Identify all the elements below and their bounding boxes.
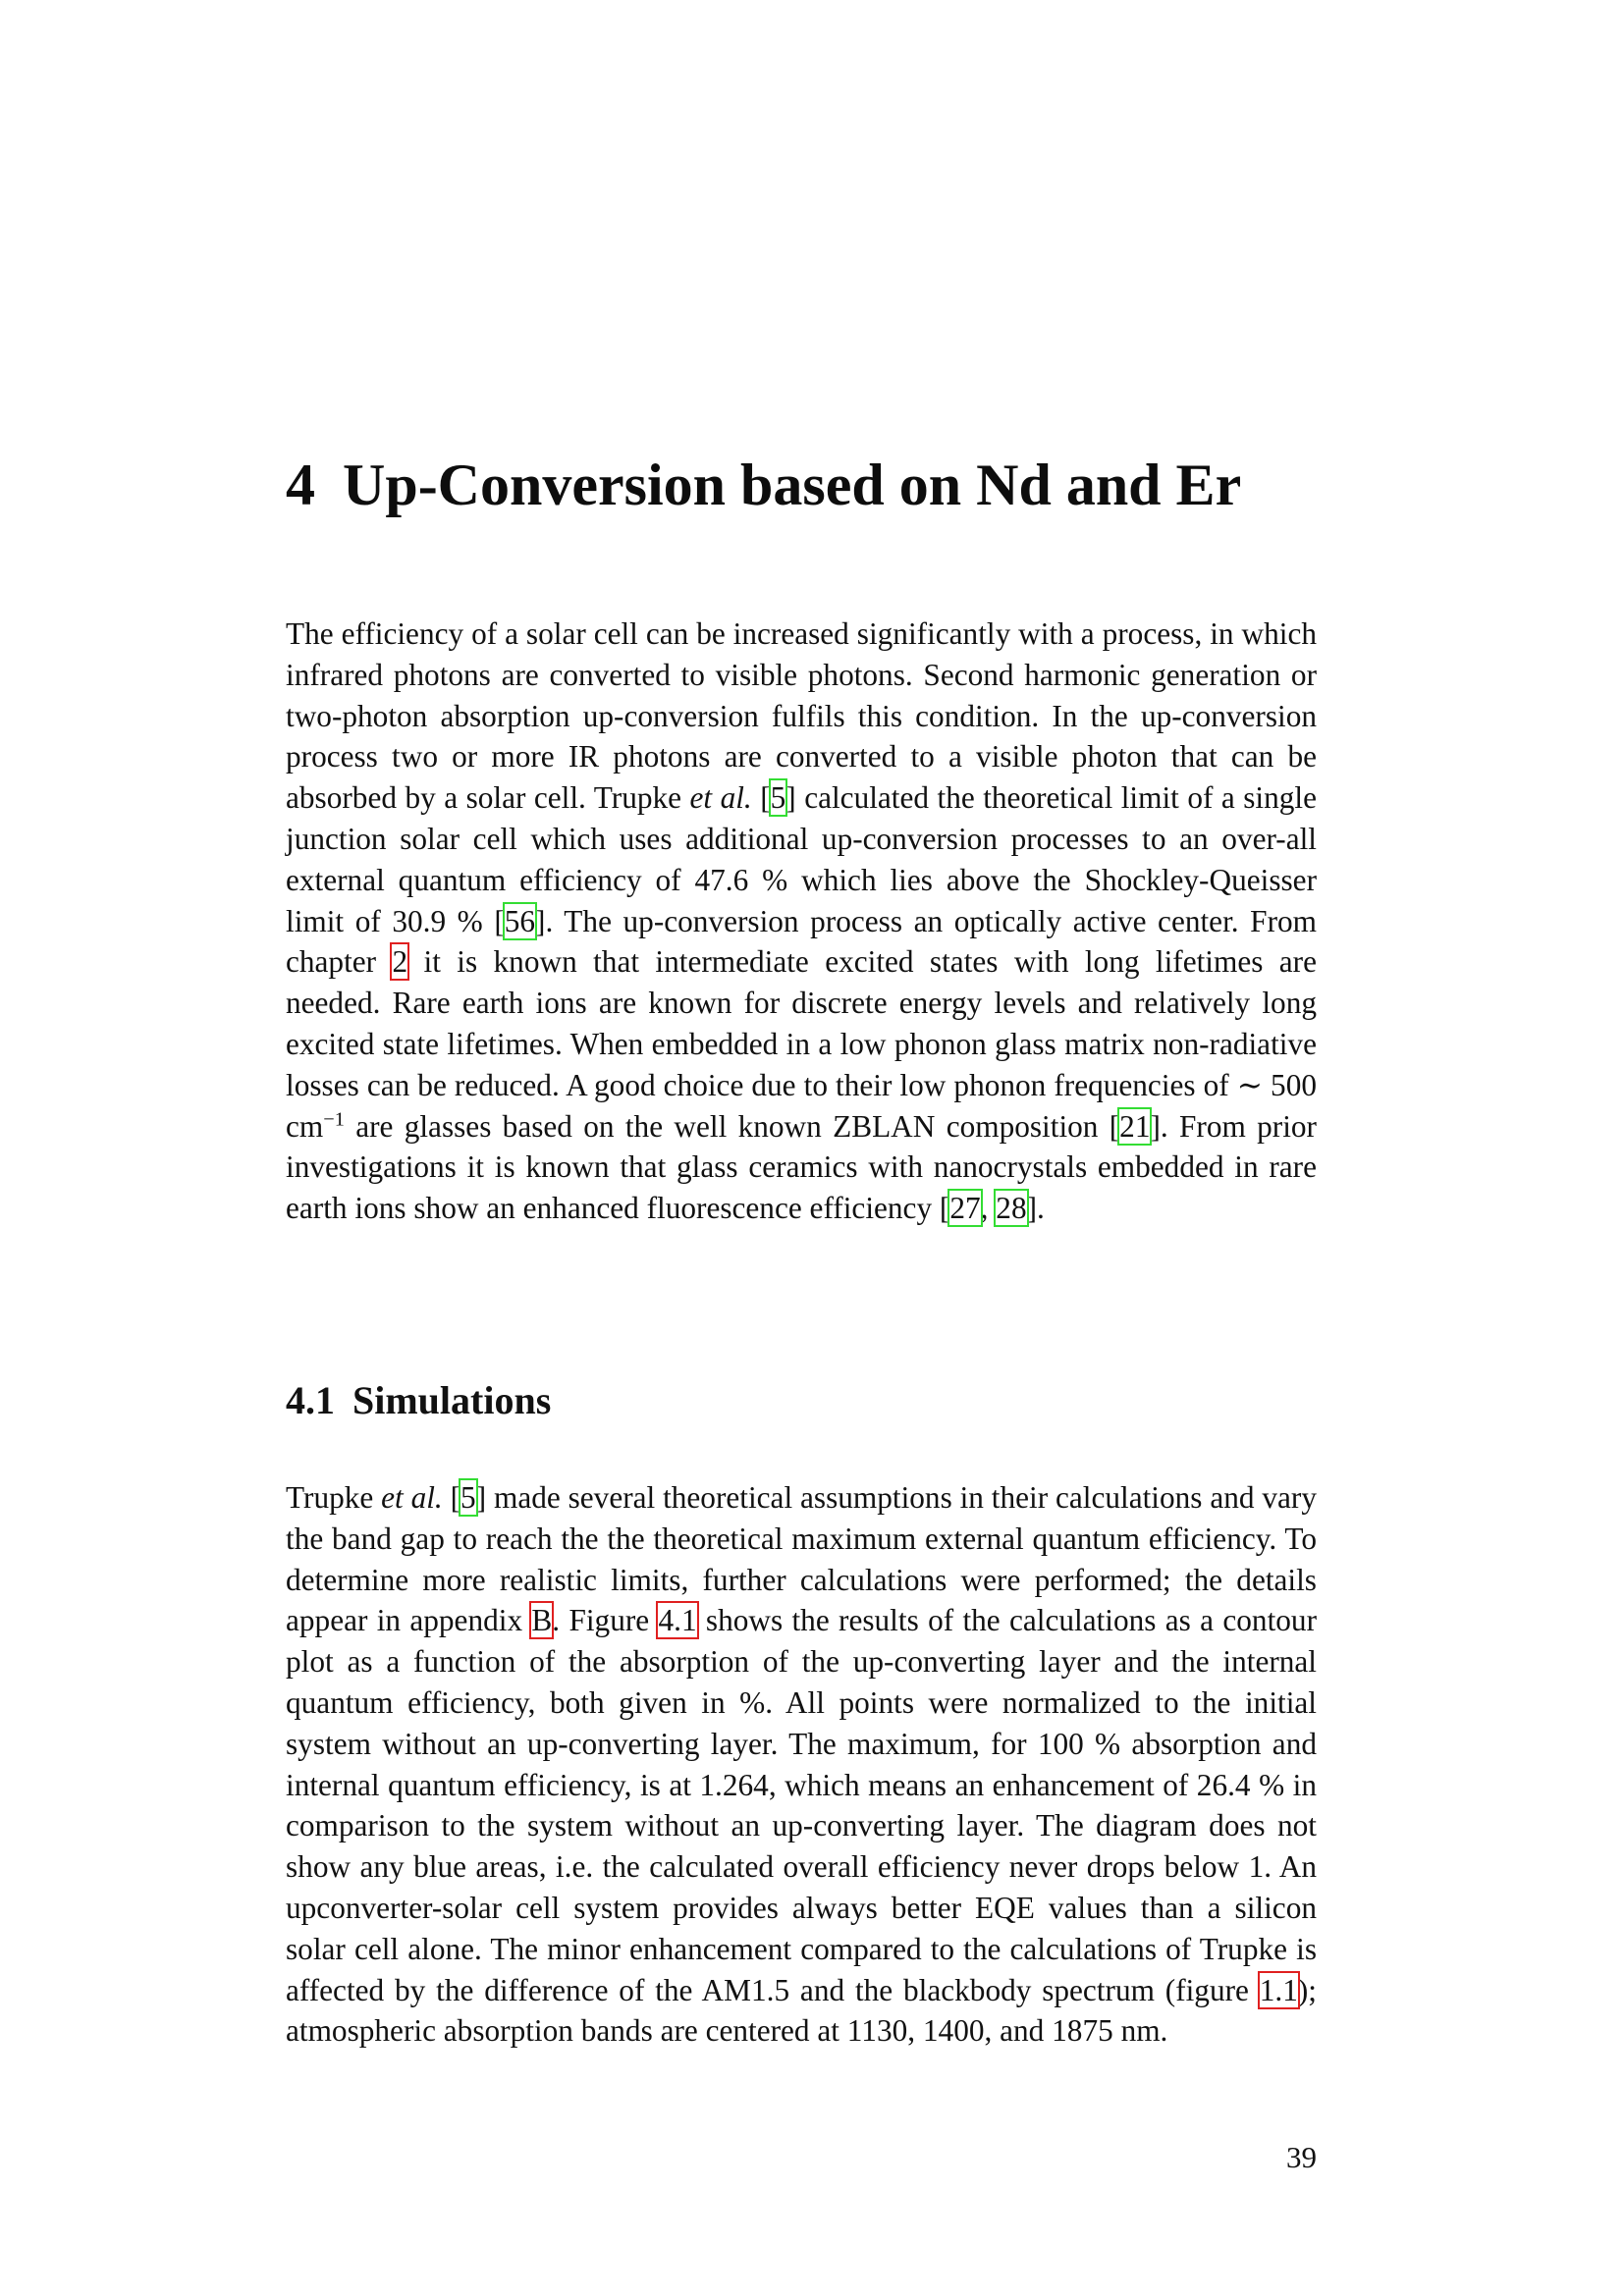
section-number: 4.1 (286, 1378, 335, 1422)
section-title (286, 1377, 551, 1424)
text-run: Trupke (286, 1480, 382, 1515)
citation-link-56[interactable]: 56 (504, 903, 536, 938)
chapter-title (286, 450, 1241, 520)
appendix-ref-link[interactable]: B (531, 1603, 553, 1638)
text-run: it is known that intermediate excited states with long lifetimes are needed. Rare earth ions are known for discrete energy levels and relatively long excited state lifetimes. When embedded in a low phonon glass matrix non-radiative losses can be reduced. A good choice due to their low phonon frequencies of ∼ 500 cm (286, 944, 1317, 1144)
chapter-ref-link[interactable]: 2 (392, 944, 408, 980)
citation-link-5[interactable]: 5 (770, 780, 786, 816)
text-run: . Figure (552, 1603, 659, 1638)
text-run: ]. The up-conversion process an optically active center. From chapter (286, 903, 1317, 980)
citation-link-21[interactable]: 21 (1119, 1108, 1151, 1144)
text-run: shows the results of the calculations as a contour plot as a function of the absorption of the up-converting layer and the internal quantum efficiency, both given in %. All points were normalized to the initial system without an up-converting layer. The maximum, for 100 % absorption and internal quantum efficiency, is at 1.264, which means an enhancement of 26.4 % in comparison to the system without an up-converting layer. The diagram does not show any blue areas, i.e. the calculated overall efficiency never drops below 1. An upconverter-solar cell system provides always better EQE values than a silicon solar cell alone. The minor enhancement compared to the calculations of Trupke is affected by the difference of the AM1.5 and the blackbody spectrum (figure (286, 1603, 1317, 2007)
text-run: ]. From prior investigations it is known that glass ceramics with nanocrystals embedded in rare earth ions show an enhanced fluorescence efficiency [ (286, 1108, 1317, 1226)
intro-paragraph: The efficiency of a solar cell can be increased significantly with a process, in which infrared photons are converted to visible photons. Second harmonic generation or two-photon absorption up-conversion fulfils this condition. In the up-conversion process two or more IR photons are converted to a visible photon that can be absorbed by a solar cell. Trupke et al. [5] calculated the theoretical limit of a single junction solar cell which uses additional up-conversion processes to an over-all external quantum efficiency of 47.6 % which lies above the Shockley-Queisser limit of 30.9 % [56]. The up-conversion process an optically active center. From chapter 2 it is known that intermediate excited states with long lifetimes are needed. Rare earth ions are known for discrete energy levels and relatively long excited state lifetimes. When embedded in a low phonon glass matrix non-radiative losses can be reduced. A good choice due to their low phonon frequencies of ∼ 500 $cm^{-1}$ are glasses based on the well known ZBLAN composition [21]. From prior investigations it is known that glass ceramics with nanocrystals embedded in rare earth ions show an enhanced fluorescence efficiency [27, 28]. (286, 616, 1317, 1226)
citation-link-27[interactable]: 27 (949, 1191, 981, 1226)
et-al-text: et al. (689, 780, 752, 816)
et-al-text: et al. (381, 1480, 443, 1515)
citation-link-28[interactable]: 28 (996, 1191, 1027, 1226)
page-number: 39 (1286, 2140, 1317, 2174)
text-run: calculated the theoretical limit of a single junction solar cell which uses additional up-conversion processes to an over-all external quantum efficiency of 47.6 % which lies above the Shockley-Queisser limit of 30.9 % [ (286, 780, 1317, 938)
simulations-paragraph: Trupke et al. [5] made several theoretical assumptions in their calculations and vary the band gap to reach the the theoretical maximum external quantum efficiency. To determine more realistic limits, further calculations were performed; the details appear in appendix B. Figure 4.1 shows the results of the calculations as a contour plot as a function of the absorption of the up-converting layer and the internal quantum efficiency, both given in %. All points were normalized to the initial system without an up-converting layer. The maximum, for 100 % absorption and internal quantum efficiency, is at 1.264, which means an enhancement of 26.4 % in comparison to the system without an up-converting layer. The diagram does not show any blue areas, i.e. the calculated overall efficiency never drops below 1. An upconverter-solar cell system provides always better EQE values than a silicon solar cell alone. The minor enhancement compared to the calculations of Trupke is affected by the difference of the AM1.5 and the blackbody spectrum (figure 1.1); atmospheric absorption bands are centered at 1130, 1400, and 1875 nm. (286, 1480, 1317, 2049)
text-run: made several theoretical assumptions in their calculations and vary the band gap to reach the the theoretical maximum external quantum efficiency. To determine more realistic limits, further calculations were performed; the details appear in appendix (286, 1480, 1317, 1638)
citation-link-5[interactable]: 5 (460, 1480, 476, 1515)
figure-ref-link-1-1[interactable]: 1.1 (1259, 1972, 1298, 2007)
chapter-number: 4 (286, 453, 315, 517)
figure-ref-link-4-1[interactable]: 4.1 (658, 1603, 697, 1638)
text-run: are glasses based on the well known ZBLAN composition [ (344, 1108, 1120, 1144)
superscript: −1 (323, 1108, 345, 1131)
text-run: The efficiency of a solar cell can be increased significantly with a process, in which infrared photons are converted to visible photons. Second harmonic generation or two-photon absorption up-conversion fulfils this condition. In the up-conversion process two or more IR photons are converted to a visible photon that can be absorbed by a solar cell. Trupke (286, 616, 1317, 816)
text-run: ); atmospheric absorption bands are centered at 1130, 1400, and 1875 nm. (286, 1972, 1317, 2049)
chapter-title-text: Up-Conversion based on Nd and Er (343, 453, 1242, 517)
section-title-text: Simulations (352, 1378, 552, 1422)
text-run: ]. (1026, 1191, 1045, 1226)
text-run: , (980, 1191, 997, 1226)
